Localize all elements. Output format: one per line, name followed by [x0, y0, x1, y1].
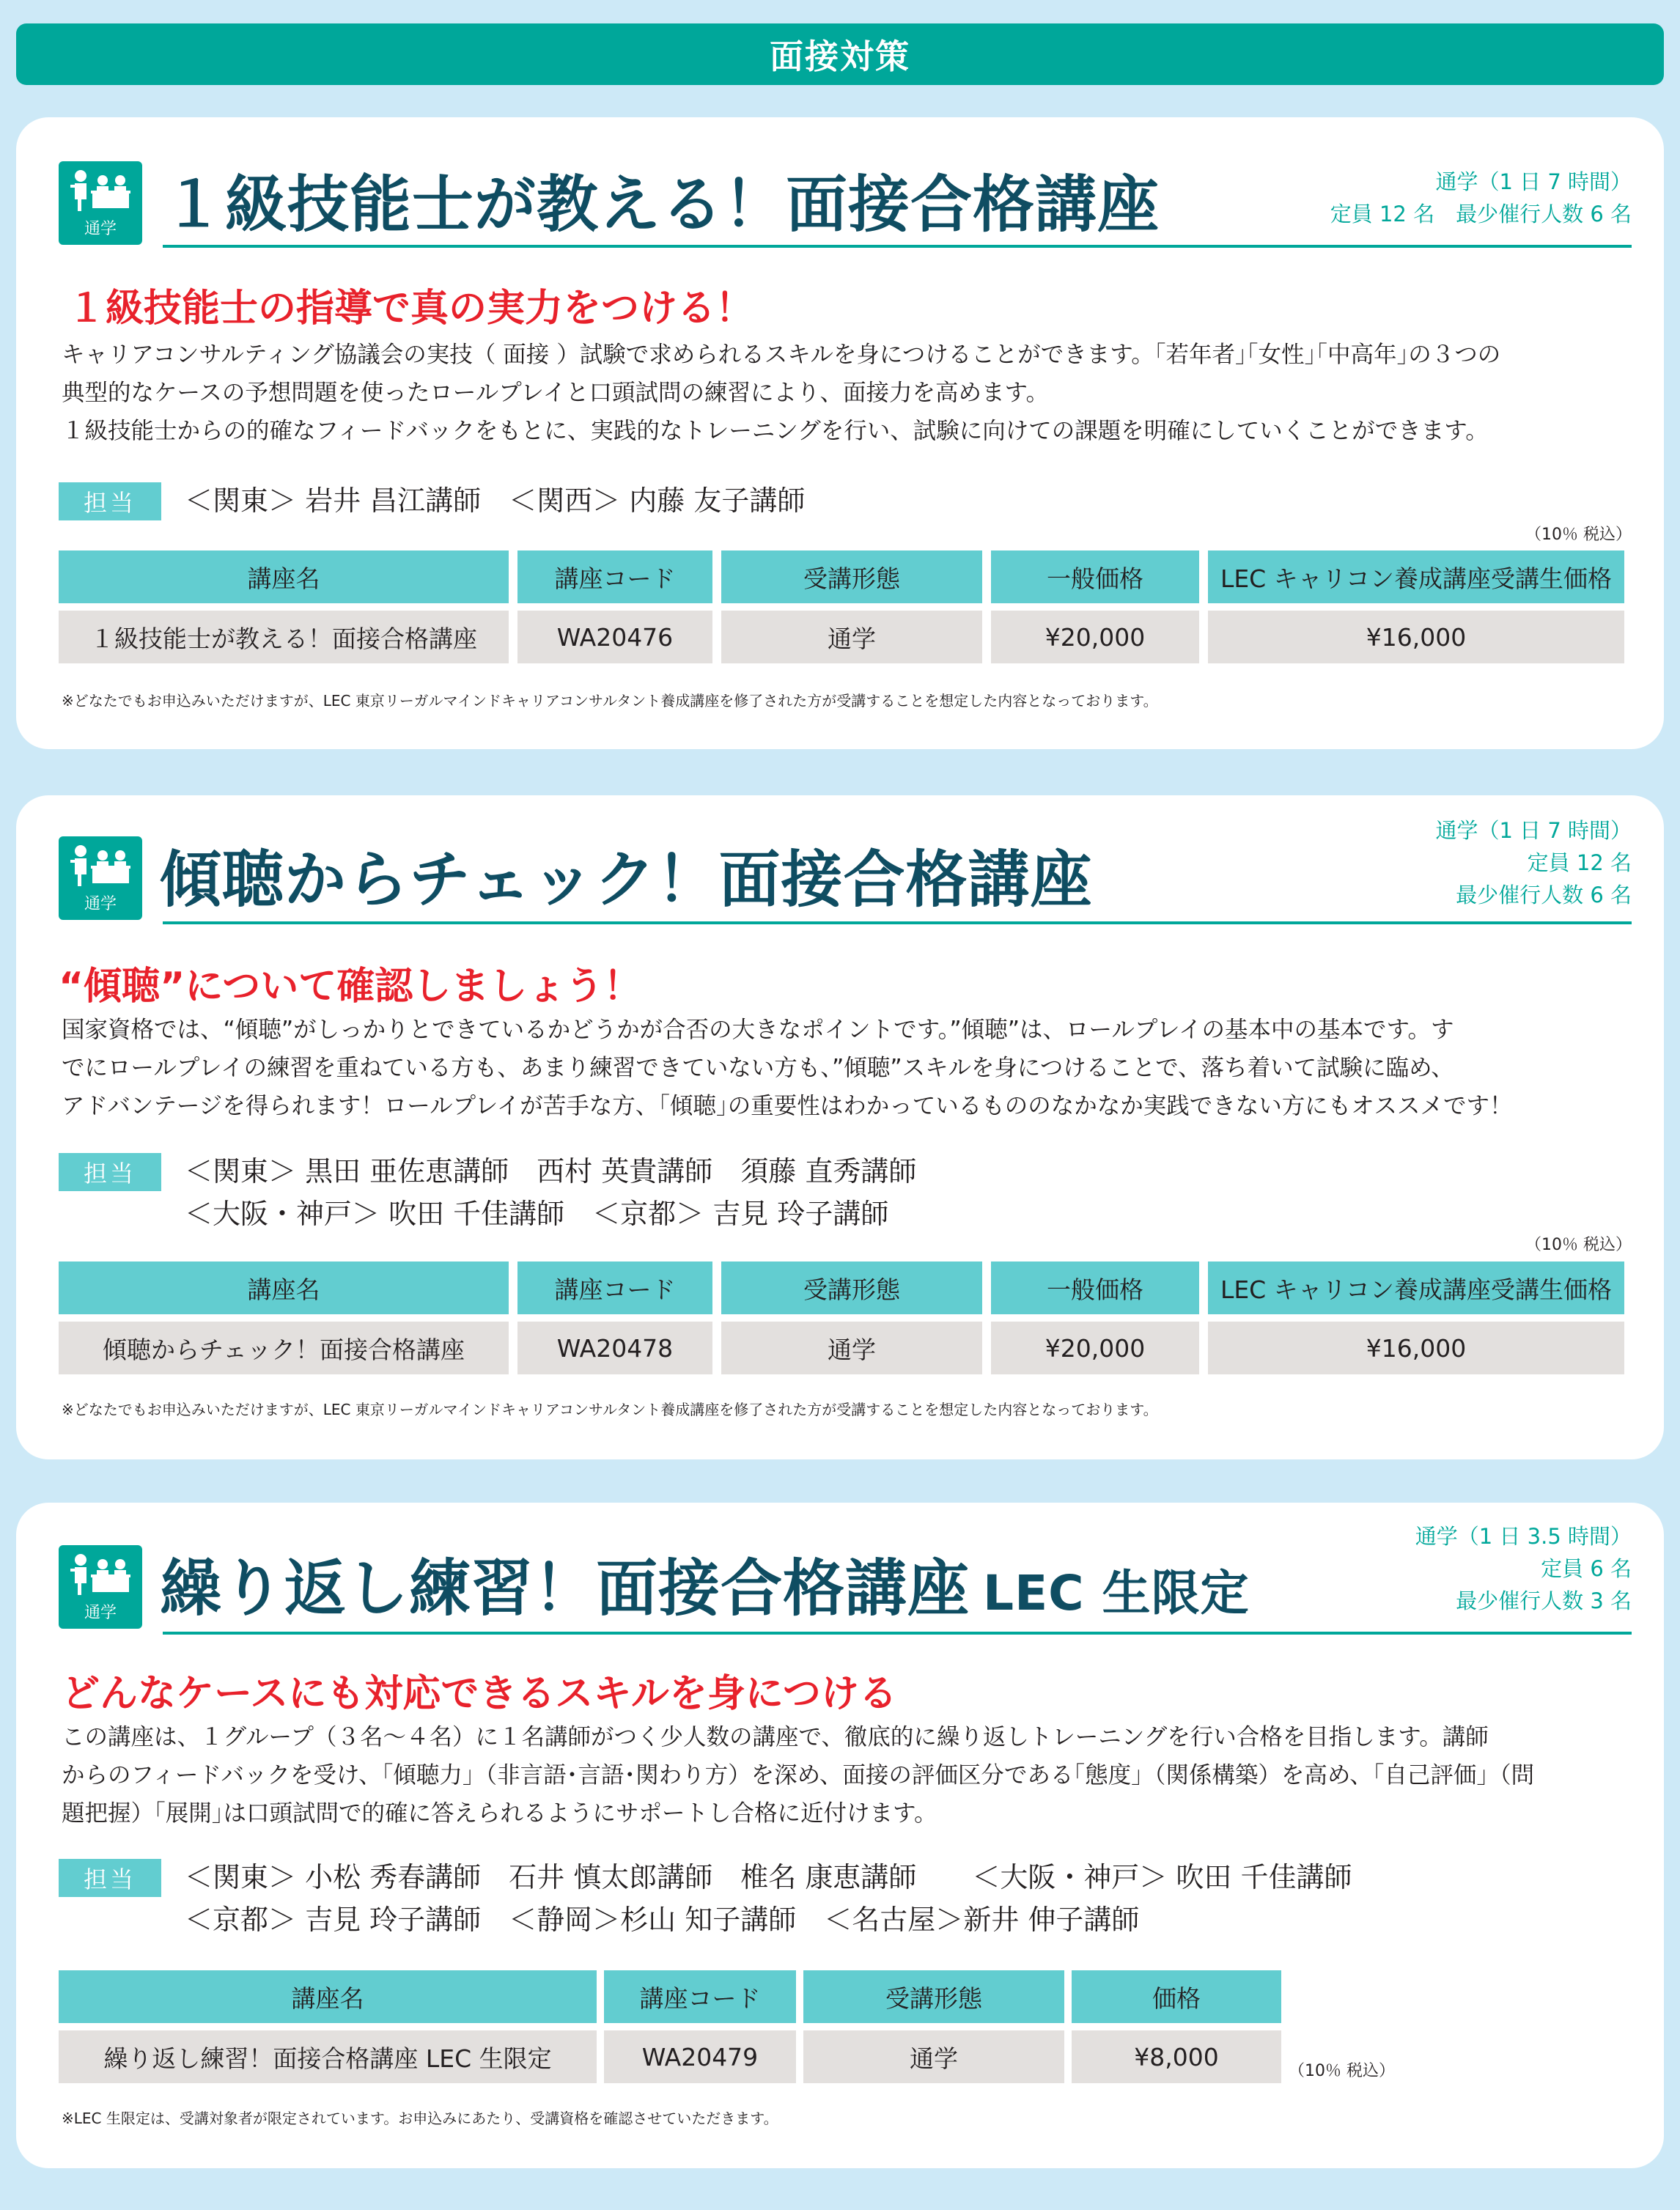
meta-line: 通学（1 日 3.5 時間）	[1415, 1524, 1632, 1549]
classroom-icon	[59, 836, 142, 920]
icon-label: 通学	[84, 1604, 117, 1622]
table-header-cell: 受講形態	[721, 1261, 982, 1314]
meta-line: 定員 12 名 最少催行人数 6 名	[1330, 202, 1632, 226]
meta-line: 定員 12 名	[1527, 850, 1632, 875]
table-header-cell: 講座名	[59, 1970, 597, 2023]
course-card-3	[16, 1503, 1664, 2168]
classroom-icon	[59, 1545, 142, 1629]
table-header-cell: 講座名	[59, 550, 509, 603]
description-line: でにロールプレイの練習を重ねている方も、あまり練習できていない方も、”傾聴”スキルを身につけることで、落ち着いて試験に臨め、	[62, 1055, 1454, 1081]
description-line: アドバンテージを得られます！ロールプレイが苦手な方、｢傾聴｣の重要性はわかっているもののなかなか実践できない方にもオススメです！	[62, 1093, 1513, 1119]
footnote: ※どなたでもお申込みいただけますが、LEC 東京リーガルマインドキャリアコンサルタント養成講座を修了された方が受講することを想定した内容となっております。	[62, 692, 1158, 710]
table-cell: ¥20,000	[991, 1322, 1199, 1374]
table-cell: 傾聴からチェック！面接合格講座	[59, 1322, 509, 1374]
instructor-line: ＜関東＞ 黒田 亜佐恵講師 西村 英貴講師 須藤 直秀講師	[185, 1155, 917, 1187]
course-meta	[1435, 814, 1632, 911]
table-cell: WA20478	[517, 1322, 712, 1374]
table-cell: ¥16,000	[1208, 1322, 1624, 1374]
instructor-line: ＜京都＞ 吉見 玲子講師 ＜静岡＞杉山 知子講師 ＜名古屋＞新井 伸子講師	[185, 1904, 1140, 1936]
table-cell: ¥16,000	[1208, 611, 1624, 663]
table-cell: ¥8,000	[1072, 2030, 1281, 2083]
meta-line: 最少催行人数 6 名	[1456, 883, 1632, 907]
table-header-cell: LEC キャリコン養成講座受講生価格	[1208, 550, 1624, 603]
table-cell: 通学	[721, 611, 982, 663]
description-line: 典型的なケースの予想問題を使ったロールプレイと口頭試問の練習により、面接力を高めます。	[62, 380, 1049, 406]
meta-line: 通学（1 日 7 時間）	[1435, 818, 1632, 843]
course-description	[62, 1718, 1637, 1833]
instructor-list	[185, 479, 805, 522]
instructor-line: ＜関東＞ 小松 秀春講師 石井 慎太郎講師 椎名 康恵講師 ＜大阪・神戸＞ 吹田 千佳講師	[185, 1861, 1352, 1893]
table-cell: WA20479	[604, 2030, 796, 2083]
course-title	[160, 1539, 1250, 1628]
description-line: この講座は、１グループ（３名〜４名）に１名講師がつく少人数の講座で、徹底的に繰り返しトレーニングを行い合格を目指します。講師	[62, 1724, 1489, 1750]
instructor-line: ＜関東＞ 岩井 昌江講師 ＜関西＞ 内藤 友子講師	[185, 485, 806, 517]
classroom-icon	[59, 161, 142, 245]
table-header-cell: LEC キャリコン養成講座受講生価格	[1208, 1261, 1624, 1314]
meta-line: 最少催行人数 3 名	[1456, 1588, 1632, 1613]
table-cell: １級技能士が教える！面接合格講座	[59, 611, 509, 663]
table-cell: WA20476	[517, 611, 712, 663]
table-cell: ¥20,000	[991, 611, 1199, 663]
table-header-cell: 受講形態	[721, 550, 982, 603]
course-description	[62, 1011, 1637, 1125]
description-line: 国家資格では、“傾聴”がしっかりとできているかどうかが合否の大きなポイントです。”傾聴”は、ロールプレイの基本中の基本です。す	[62, 1017, 1454, 1043]
description-line: からのフィードバックを受け、｢傾聴力｣（非言語･言語･関わり方）を深め、面接の評価区分である｢態度｣（関係構築）を高め、｢自己評価｣（問	[62, 1762, 1535, 1789]
title-divider	[163, 245, 1632, 248]
instructor-list	[185, 1856, 1352, 1941]
table-header-cell: 講座コード	[604, 1970, 796, 2023]
table-cell: 通学	[803, 2030, 1064, 2083]
icon-label: 通学	[84, 895, 117, 913]
tax-note: （10％ 税込）	[1525, 1236, 1632, 1254]
course-title: 傾聴からチェック！面接合格講座	[160, 844, 1093, 916]
section-header: 面接対策	[16, 23, 1664, 85]
table-header-cell: 一般価格	[991, 1261, 1199, 1314]
instructor-tag: 担当	[59, 1153, 161, 1191]
instructor-tag: 担当	[59, 482, 161, 520]
table-header-cell: 講座コード	[517, 1261, 712, 1314]
course-meta	[1415, 1520, 1632, 1617]
table-header-cell: 価格	[1072, 1970, 1281, 2023]
table-header-cell: 講座コード	[517, 550, 712, 603]
meta-line: 定員 6 名	[1541, 1556, 1632, 1581]
course-title-main: 繰り返し練習！面接合格講座	[160, 1552, 970, 1624]
course-headline: どんなケースにも対応できるスキルを身につける	[62, 1672, 897, 1716]
course-card-2	[16, 795, 1664, 1459]
title-divider	[163, 921, 1632, 924]
instructor-tag: 担当	[59, 1859, 161, 1897]
meta-line: 通学（1 日 7 時間）	[1435, 169, 1632, 194]
description-line: １級技能士からの的確なフィードバックをもとに、実践的なトレーニングを行い、試験に向けての課題を明確にしていくことができます。	[62, 418, 1489, 444]
course-headline: １級技能士の指導で真の実力をつける！	[67, 287, 754, 331]
instructor-line: ＜大阪・神戸＞ 吹田 千佳講師 ＜京都＞ 吉見 玲子講師	[185, 1198, 889, 1230]
tax-note: （10％ 税込）	[1289, 2062, 1395, 2080]
icon-label: 通学	[84, 220, 117, 238]
table-header-cell: 一般価格	[991, 550, 1199, 603]
tax-note: （10％ 税込）	[1525, 526, 1632, 544]
course-headline: “傾聴”について確認しましょう！	[59, 965, 642, 1009]
description-line: 題把握）｢展開｣は口頭試問で的確に答えられるようにサポートし合格に近付けます。	[62, 1800, 937, 1827]
table-header-cell: 受講形態	[803, 1970, 1064, 2023]
instructor-list	[185, 1150, 916, 1235]
table-cell: 繰り返し練習！面接合格講座 LEC 生限定	[59, 2030, 597, 2083]
course-title: １級技能士が教える！面接合格講座	[163, 169, 1160, 240]
description-line: キャリアコンサルティング協議会の実技（ 面接 ）試験で求められるスキルを身につけることができます。｢若年者｣｢女性｣｢中高年｣の３つの	[62, 342, 1501, 368]
table-header-cell: 講座名	[59, 1261, 509, 1314]
course-description	[62, 336, 1637, 450]
course-meta	[1330, 166, 1632, 230]
footnote: ※LEC 生限定は、受講対象者が限定されています。お申込みにあたり、受講資格を確認させていただきます。	[62, 2110, 778, 2127]
course-title-suffix: LEC 生限定	[983, 1565, 1250, 1621]
table-cell: 通学	[721, 1322, 982, 1374]
course-card-1	[16, 117, 1664, 749]
title-divider	[163, 1632, 1632, 1635]
footnote: ※どなたでもお申込みいただけますが、LEC 東京リーガルマインドキャリアコンサルタント養成講座を修了された方が受講することを想定した内容となっております。	[62, 1401, 1158, 1418]
